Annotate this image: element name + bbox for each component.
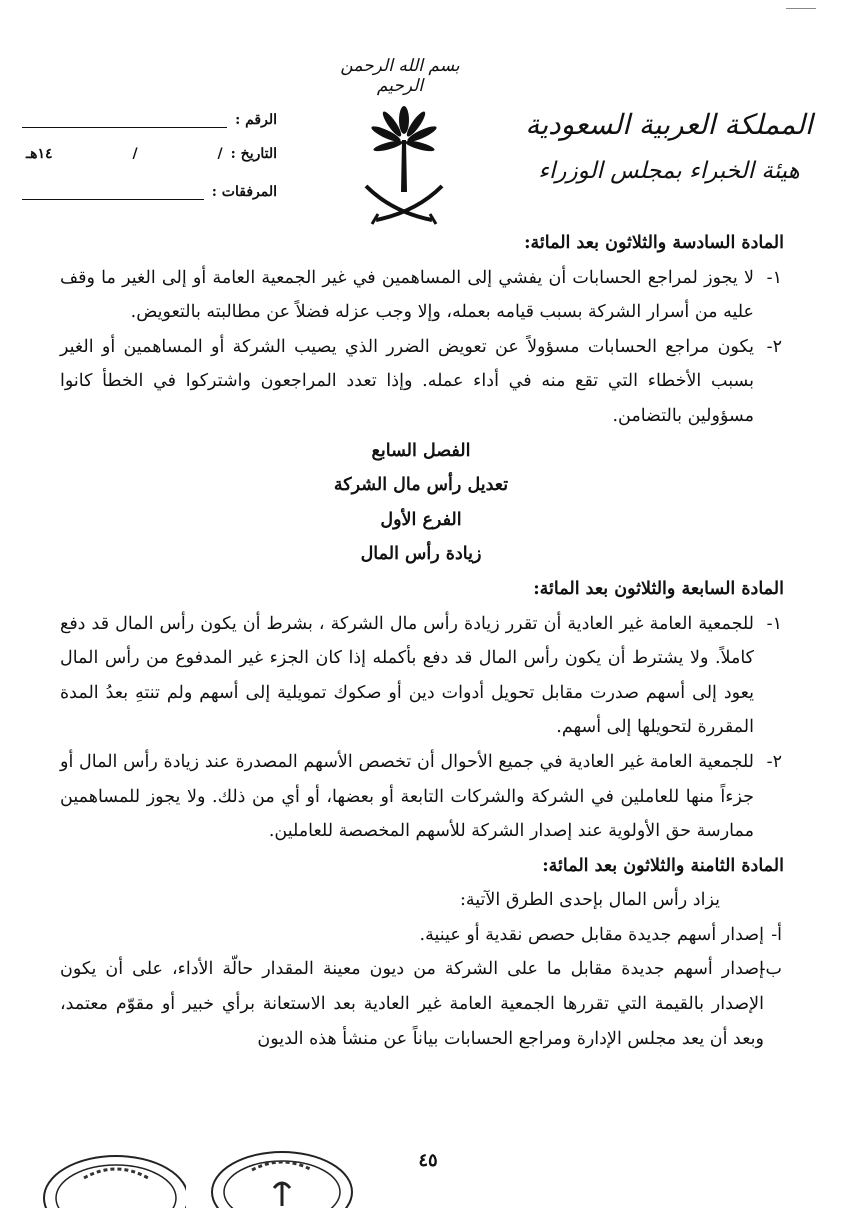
item-text: إصدار أسهم جديدة مقابل ما على الشركة من ديون معينة المقدار حالّة الأداء، على أن يكون الإصدار بالقيمة التي تقررها الجمعية العامة غير العادية بعد الاستعانة برأي خبير أو مقوّم معتمد، وبعد أن يعد مجلس الإدارة ومراجع الحسابات بياناً عن منشأ هذه الديون <box>60 959 764 1049</box>
item-text: للجمعية العامة غير العادية أن تقرر زيادة رأس مال الشركة ، بشرط أن يكون رأس المال قد دفع كاملاً. ولا يشترط أن يكون رأس المال قد دفع بأكمله إذا كان الجزء غير المدفوع من رأس المال يعود إلى أسهم صدرت مقابل تحويل أدوات دين أو صكوك تمويلية إلى أسهم ولم تنتهِ بعدُ المدة المقررة لتحويلها إلى أسهم. <box>60 613 754 738</box>
item-text: لا يجوز لمراجع الحسابات أن يفشي إلى المساهمين في غير الجمعية العامة أو إلى الغير ما وقف عليه من أسرار الشركة بسبب قيامه بعمله، وإلا وجب عزله فضلاً عن مطالبته بالتعويض. <box>60 267 754 323</box>
item-number: ١- <box>766 267 782 288</box>
reference-date-field <box>22 146 277 162</box>
reference-number-field <box>22 112 277 128</box>
kingdom-title: المملكة العربية السعودية <box>525 108 813 141</box>
item-number: ٢- <box>766 751 782 772</box>
item-letter: أ- <box>771 924 782 945</box>
item-text: إصدار أسهم جديدة مقابل حصص نقدية أو عينية. <box>419 924 764 945</box>
document-body <box>60 226 782 1056</box>
article-136-item-2 <box>60 330 782 434</box>
article-138-item-b <box>60 952 782 1056</box>
article-138-item-a <box>60 918 782 953</box>
article-136-item-1 <box>60 261 782 330</box>
article-138-title: المادة الثامنة والثلاثون بعد المائة: <box>542 855 784 876</box>
reference-number-line <box>22 117 227 128</box>
chapter-heading: الفصل السابع <box>371 440 471 461</box>
chapter-title: تعديل رأس مال الشركة <box>333 475 509 496</box>
reference-date-label: التاريخ : <box>230 146 277 162</box>
article-137-item-2 <box>60 745 782 849</box>
date-slot-3: ١٤هـ <box>26 146 53 162</box>
authority-title: هيئة الخبراء بمجلس الوزراء <box>538 158 800 184</box>
reference-date-value <box>22 146 223 162</box>
reference-number-label: الرقم : <box>235 112 277 128</box>
attachments-field <box>22 184 277 200</box>
section-title: زيادة رأس المال <box>360 544 482 565</box>
item-number: ١- <box>766 613 782 634</box>
scan-margin-line <box>786 8 816 9</box>
date-slot-2: / <box>132 146 138 162</box>
attachments-line <box>22 189 204 200</box>
saudi-emblem-icon <box>362 100 446 225</box>
item-letter: ب- <box>759 959 782 980</box>
official-seal-icon <box>208 1148 356 1208</box>
article-137-item-1 <box>60 607 782 745</box>
article-137-title: المادة السابعة والثلاثون بعد المائة: <box>533 578 784 599</box>
official-seal-icon <box>38 1148 186 1208</box>
attachments-label: المرفقات : <box>211 184 277 200</box>
article-136-title: المادة السادسة والثلاثون بعد المائة: <box>524 233 784 253</box>
article-138-intro: يزاد رأس المال بإحدى الطرق الآتية: <box>460 890 720 911</box>
item-text: يكون مراجع الحسابات مسؤولاً عن تعويض الضرر الذي يصيب الشركة أو المساهمين أو الغير بسبب الأخطاء التي تقع منه في أداء عمله. وإذا تعدد المراجعون واشتركوا في الخطأ كانوا مسؤولين بالتضامن. <box>60 336 754 426</box>
item-text: للجمعية العامة غير العادية في جميع الأحوال أن تخصص الأسهم المصدرة عند زيادة رأس المال أو جزءاً منها للعاملين في الشركة والشركات التابعة أو بعضها، أو أي من ذلك. ولا يجوز للمساهمين ممارسة حق الأولوية عند إصدار الشركة للأسهم المخصصة للعاملين. <box>60 751 754 842</box>
date-slot-1: / <box>217 146 223 162</box>
page-number: ٤٥ <box>418 1150 438 1171</box>
item-number: ٢- <box>766 336 782 357</box>
section-heading: الفرع الأول <box>380 509 462 530</box>
basmala: بسم الله الرحمن الرحيم <box>340 56 460 96</box>
